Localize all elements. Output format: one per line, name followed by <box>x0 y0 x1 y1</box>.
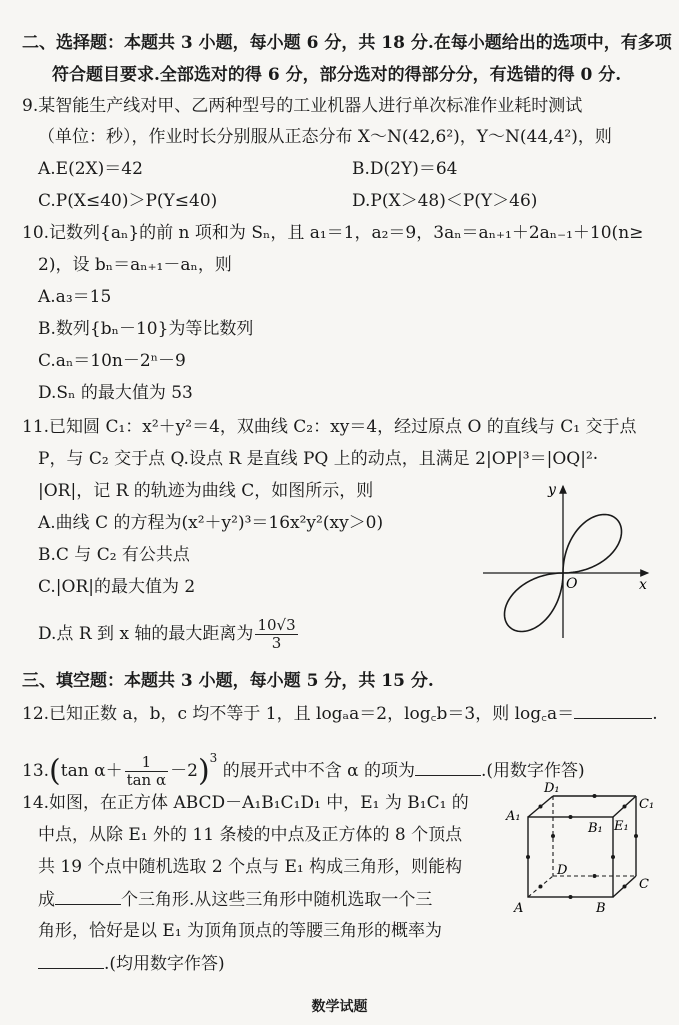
q9-option-a: A.E(2X)＝42 <box>38 159 143 179</box>
edge-midpoint <box>569 895 573 899</box>
q13-prefix: 13. <box>22 761 50 781</box>
q14-answer-blank-2[interactable] <box>38 950 104 969</box>
q13-minus: －2 <box>170 761 198 781</box>
edge-midpoint <box>551 834 555 838</box>
q9-option-c: C.P(X≤40)＞P(Y≤40) <box>38 191 218 211</box>
q9-line1: 9.某智能生产线对甲、乙两种型号的工业机器人进行单次标准作业耗时测试 <box>22 96 583 116</box>
q9-line2: （单位：秒），作业时长分别服从正态分布 X～N(42,6²)，Y～N(44,4²)，则 <box>38 127 612 147</box>
vertex-label-e1: E₁ <box>614 819 629 834</box>
q14-line6-post: .(均用数字作答) <box>104 954 225 974</box>
q10-option-b: B.数列{bₙ－10}为等比数列 <box>38 319 254 339</box>
vertex-label-d: D <box>557 863 568 878</box>
edge-midpoint <box>634 834 638 838</box>
q9-option-b: B.D(2Y)＝64 <box>352 159 458 179</box>
q14-answer-blank-1[interactable] <box>55 886 121 905</box>
edge-midpoint <box>623 885 627 889</box>
q14-line1: 14.如图，在正方体 ABCD－A₁B₁C₁D₁ 中，E₁ 为 B₁C₁ 的 <box>22 793 469 813</box>
q11-option-d-text: D.点 R 到 x 轴的最大距离为 <box>38 624 254 644</box>
section2-heading-line1: 二、选择题：本题共 3 小题，每小题 6 分，共 18 分.在每小题给出的选项中，有多项 <box>22 33 672 53</box>
fraction-numerator: 1 <box>125 754 169 772</box>
fraction-denominator: tan α <box>126 771 167 789</box>
vertex-label-c1: C₁ <box>639 797 655 812</box>
q10-option-c: C.aₙ＝10n－2ⁿ－9 <box>38 351 186 371</box>
q10-option-d: D.Sₙ 的最大值为 53 <box>38 383 193 403</box>
edge-midpoint <box>539 885 543 889</box>
origin-label: O <box>566 576 578 592</box>
q12-answer-blank[interactable] <box>574 700 652 719</box>
edge-midpoint <box>539 805 543 809</box>
q11-line2: P，与 C₂ 交于点 Q.设点 R 是直线 PQ 上的动点，且满足 2|OP|³＝|OQ|²· <box>38 449 599 469</box>
q13-tan: tan α＋ <box>60 761 123 781</box>
q11-option-d <box>38 614 300 654</box>
vertex-label-b: B <box>596 901 606 916</box>
page-footer: 数学试题 <box>311 999 368 1015</box>
q11-curve-figure <box>478 478 658 648</box>
q10-line1: 10.记数列{aₙ}的前 n 项和为 Sₙ，且 a₁＝1，a₂＝9，3aₙ＝aₙ₊₁＋2aₙ₋₁＋10(n≥ <box>22 223 644 243</box>
q13-close-paren: ) <box>197 753 210 789</box>
q12-end: . <box>652 704 658 724</box>
q13-end: .(用数字作答) <box>481 761 585 781</box>
q12-text: 12.已知正数 a，b，c 均不等于 1，且 logₐa＝2，log꜀b＝3，则 log꜀a＝ <box>22 704 575 724</box>
q10-line2: 2)，设 bₙ＝aₙ₊₁－aₙ，则 <box>38 255 232 275</box>
q14-line5: 角形，恰好是以 E₁ 为顶角顶点的等腰三角形的概率为 <box>38 921 443 941</box>
fraction-numerator: 10√3 <box>257 616 296 634</box>
q13-rest: 的展开式中不含 α 的项为 <box>217 761 415 781</box>
q9-option-d: D.P(X＞48)＜P(Y＞46) <box>352 191 538 211</box>
q14-line3: 共 19 个点中随机选取 2 个点与 E₁ 构成三角形，则能构 <box>38 857 463 877</box>
q10-option-a: A.a₃＝15 <box>38 287 112 307</box>
q14-line2: 中点，从除 E₁ 外的 11 条棱的中点及正方体的 8 个顶点 <box>38 825 463 845</box>
q11-option-b: B.C 与 C₂ 有公共点 <box>38 545 190 565</box>
vertex-label-c: C <box>639 877 649 892</box>
q13-answer-blank[interactable] <box>415 757 481 776</box>
q13-exponent: 3 <box>209 751 218 765</box>
edge-midpoint-e1 <box>623 805 627 809</box>
q13-open-paren: ( <box>49 753 61 789</box>
section2-heading-line2: 符合题目要求.全部选对的得 6 分，部分选对的得部分分，有选错的得 0 分. <box>52 65 622 85</box>
q11-line3: |OR|，记 R 的轨迹为曲线 C，如图所示，则 <box>38 481 374 501</box>
edge-midpoint <box>593 794 597 798</box>
edge-midpoint <box>593 874 597 878</box>
q11-option-c: C.|OR|的最大值为 2 <box>38 577 196 597</box>
q14-line4-post: 个三角形.从这些三角形中随机选取一个三 <box>121 890 433 910</box>
q14-line6 <box>38 950 225 977</box>
q11-line1: 11.已知圆 C₁：x²＋y²＝4，双曲线 C₂：xy＝4，经过原点 O 的直线与 C₁ 交于点 <box>22 417 637 437</box>
q12-line <box>22 700 658 727</box>
vertex-label-a1: A₁ <box>506 809 521 824</box>
q13-fraction <box>125 754 169 789</box>
edge-midpoint <box>526 855 530 859</box>
edge-midpoint <box>611 855 615 859</box>
q14-cube-figure <box>500 782 665 917</box>
vertex-label-b1: B₁ <box>588 821 603 836</box>
vertex-label-a: A <box>514 901 524 916</box>
q11-option-a: A.曲线 C 的方程为(x²＋y²)³＝16x²y²(xy＞0) <box>38 513 384 533</box>
edge-midpoint <box>569 815 573 819</box>
axis-label-y: y <box>548 482 556 498</box>
q14-line4-pre: 成 <box>38 890 55 910</box>
axis-label-x: x <box>639 577 647 593</box>
vertex-label-d1: D₁ <box>544 782 560 796</box>
q14-line4 <box>38 886 432 913</box>
section3-heading: 三、填空题：本题共 3 小题，每小题 5 分，共 15 分. <box>22 671 434 691</box>
fraction-denominator: 3 <box>271 634 282 652</box>
q11-option-d-fraction <box>255 617 297 652</box>
